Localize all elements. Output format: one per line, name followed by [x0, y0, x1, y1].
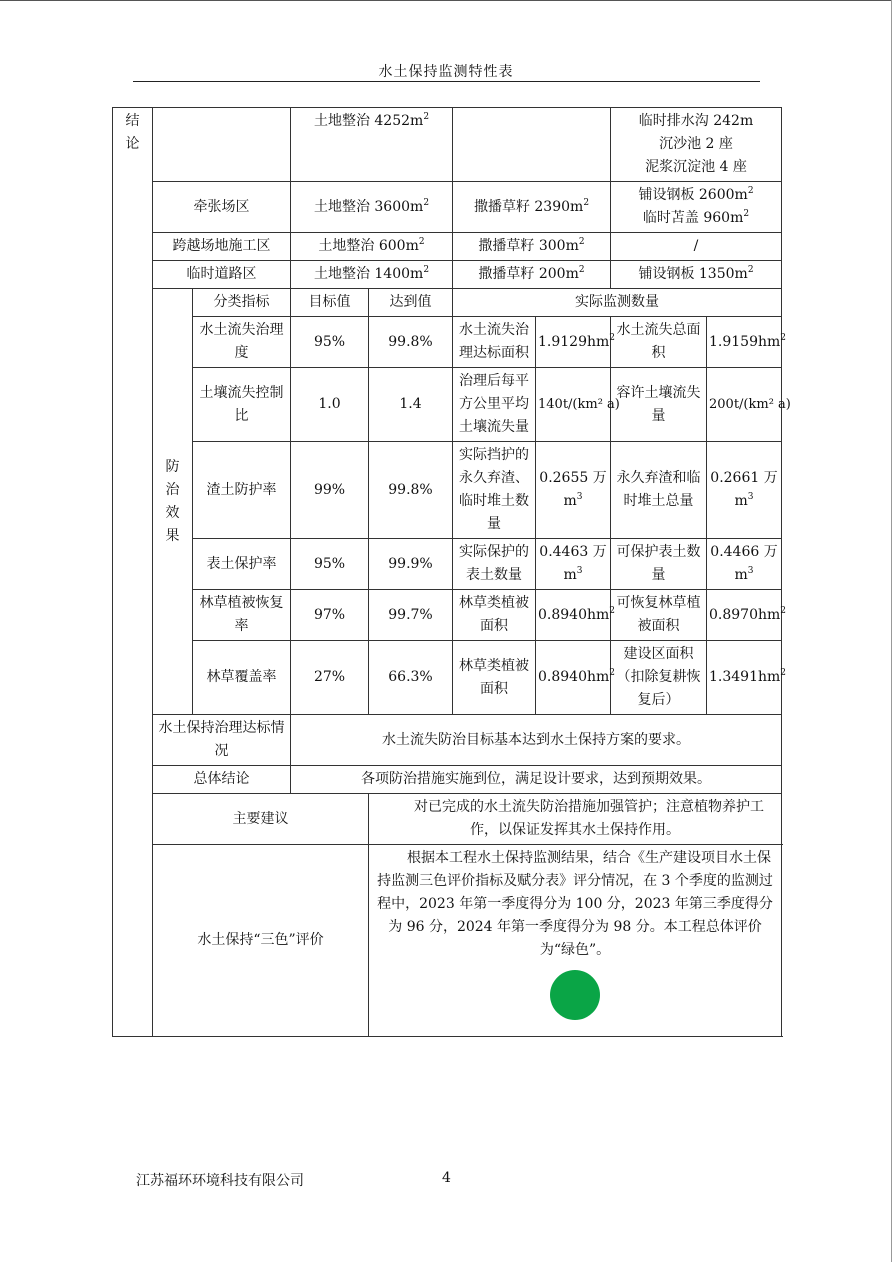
measure-area-cell: 临时道路区	[153, 261, 291, 289]
indicator-cell: 林草植被恢复率	[193, 590, 291, 641]
overall-value: 各项防治措施实施到位，满足设计要求，达到预期效果。	[291, 766, 782, 794]
suggestion-label: 主要建议	[153, 794, 369, 845]
header-achieved: 达到值	[369, 289, 453, 317]
measure-cell: 铺设钢板 $1350m^2$	[611, 261, 782, 289]
suggestion-value: 对已完成的水土流失防治措施加强管护；注意植物养护工作，以保证发挥其水土保持作用。	[369, 794, 782, 845]
effects-label-cell	[153, 289, 193, 715]
header-actual: 实际监测数量	[453, 289, 782, 317]
actual-a-value: $1.9129hm^2$	[536, 317, 611, 368]
evaluation-text: 根据本工程水土保持监测结果，结合《生产建设项目水土保持监测三色评价指标及赋分表》评分情况，在 3 个季度的监测过程中，2023 年第一季度得分为 100 分，2023 年第三季度得分为 96 分，2024 年第一季度得分为 98 分。本工程总体评价为“绿色”。	[377, 850, 773, 958]
measure-area-cell: 跨越场地施工区	[153, 233, 291, 261]
monitoring-characteristics-table	[112, 107, 791, 1037]
target-status-value: 水土流失防治目标基本达到水土保持方案的要求。	[291, 715, 782, 766]
header-target: 目标值	[291, 289, 369, 317]
target-status-label: 水土保持治理达标情况	[153, 715, 291, 766]
evaluation-cell	[369, 845, 782, 1037]
achieved-cell: 99.8%	[369, 442, 453, 539]
actual-a-value: $0.8940hm^2$	[536, 590, 611, 641]
actual-a-label: 水土流失治理达标面积	[453, 317, 536, 368]
actual-b-label: 永久弃渣和临时堆土总量	[611, 442, 707, 539]
target-cell: 95%	[291, 317, 369, 368]
measure-cell: 撒播草籽 $200m^2$	[453, 261, 611, 289]
actual-b-value: $1.9159hm^2$	[707, 317, 782, 368]
measure-cell: 撒播草籽 $300m^2$	[453, 233, 611, 261]
actual-a-value: $0.8940hm^2$	[536, 641, 611, 715]
actual-a-value: 0.4463 万 $m^3$	[536, 539, 611, 590]
footer-company: 江苏福环环境科技有限公司	[136, 1173, 304, 1189]
conclusion-label-cell	[113, 108, 153, 1037]
achieved-cell: 99.7%	[369, 590, 453, 641]
actual-b-label: 建设区面积（扣除复耕恢复后）	[611, 641, 707, 715]
page-header-title: 水土保持监测特性表	[378, 64, 514, 80]
measure-cell: 撒播草籽 $2390m^2$	[453, 182, 611, 233]
target-cell: 95%	[291, 539, 369, 590]
actual-b-value: 0.2661 万 $m^3$	[707, 442, 782, 539]
measure-cell: 土地整治 $4252m^2$	[291, 108, 453, 182]
actual-b-label: 可保护表土数量	[611, 539, 707, 590]
measure-cell: 铺设钢板 $2600m^2$ 临时苫盖 $960m^2$	[611, 182, 782, 233]
measure-cell: 土地整治 $600m^2$	[291, 233, 453, 261]
actual-a-value: 140t/(km² a)	[536, 368, 611, 442]
target-cell: 97%	[291, 590, 369, 641]
header-rule	[133, 81, 760, 82]
actual-a-value: 0.2655 万 $m^3$	[536, 442, 611, 539]
actual-a-label: 林草类植被面积	[453, 641, 536, 715]
indicator-cell: 水土流失治理度	[193, 317, 291, 368]
target-cell: 99%	[291, 442, 369, 539]
page-top-border	[0, 0, 892, 1]
measure-cell: 土地整治 $3600m^2$	[291, 182, 453, 233]
measure-cell: /	[611, 233, 782, 261]
actual-a-label: 实际保护的表土数量	[453, 539, 536, 590]
achieved-cell: 99.9%	[369, 539, 453, 590]
measure-cell: 土地整治 $1400m^2$	[291, 261, 453, 289]
header-indicator: 分类指标	[193, 289, 291, 317]
actual-b-value: $1.3491hm^2$	[707, 641, 782, 715]
indicator-cell: 林草覆盖率	[193, 641, 291, 715]
measure-cell	[453, 108, 611, 182]
indicator-cell: 表土保护率	[193, 539, 291, 590]
indicator-cell: 渣土防护率	[193, 442, 291, 539]
actual-b-label: 可恢复林草植被面积	[611, 590, 707, 641]
target-cell: 27%	[291, 641, 369, 715]
actual-b-value: 200t/(km² a)	[707, 368, 782, 442]
achieved-cell: 66.3%	[369, 641, 453, 715]
evaluation-label: 水土保持“三色”评价	[153, 845, 369, 1037]
actual-a-label: 实际挡护的永久弃渣、临时堆土数量	[453, 442, 536, 539]
green-rating-indicator	[550, 970, 600, 1020]
conclusion-label: 结论	[125, 113, 140, 152]
actual-b-value: $0.8970hm^2$	[707, 590, 782, 641]
overall-label: 总体结论	[153, 766, 291, 794]
footer-page-number: 4	[442, 1170, 451, 1186]
actual-a-label: 林草类植被面积	[453, 590, 536, 641]
indicator-cell: 土壤流失控制比	[193, 368, 291, 442]
achieved-cell: 1.4	[369, 368, 453, 442]
actual-a-label: 治理后每平方公里平均土壤流失量	[453, 368, 536, 442]
target-cell: 1.0	[291, 368, 369, 442]
measure-cell: 临时排水沟 242m 沉沙池 2 座 泥浆沉淀池 4 座	[611, 108, 782, 182]
measure-area-cell	[153, 108, 291, 182]
actual-b-label: 容许土壤流失量	[611, 368, 707, 442]
actual-b-label: 水土流失总面积	[611, 317, 707, 368]
measure-area-cell: 牵张场区	[153, 182, 291, 233]
achieved-cell: 99.8%	[369, 317, 453, 368]
effects-label: 防治效果	[165, 458, 180, 544]
actual-b-value: 0.4466 万 $m^3$	[707, 539, 782, 590]
